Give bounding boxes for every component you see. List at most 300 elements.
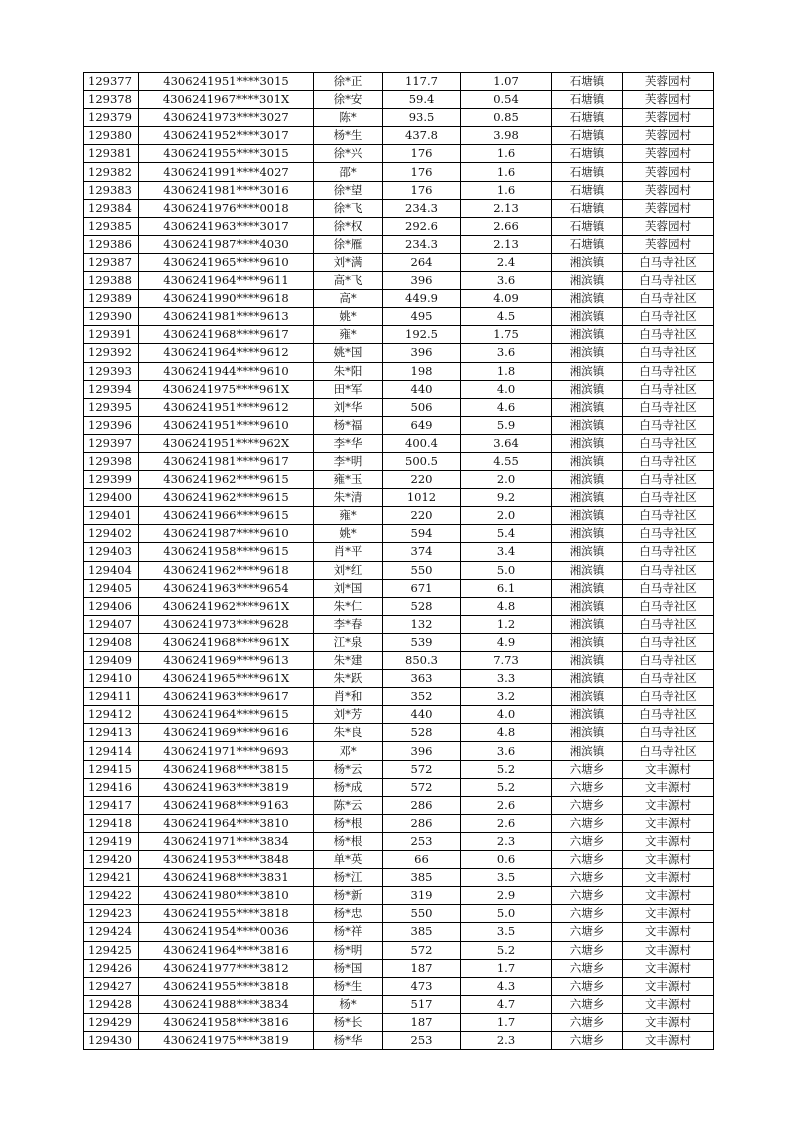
area-cell: 2.6: [461, 814, 552, 832]
village-cell: 白马寺社区: [623, 543, 714, 561]
township-cell: 六塘乡: [552, 1013, 623, 1031]
township-cell: 湘滨镇: [552, 272, 623, 290]
township-cell: 六塘乡: [552, 887, 623, 905]
area-cell: 2.66: [461, 217, 552, 235]
amount-cell: 176: [383, 145, 461, 163]
row-number-cell: 129421: [84, 869, 139, 887]
amount-cell: 396: [383, 344, 461, 362]
area-cell: 3.2: [461, 688, 552, 706]
row-number-cell: 129401: [84, 507, 139, 525]
township-cell: 六塘乡: [552, 796, 623, 814]
township-cell: 六塘乡: [552, 851, 623, 869]
area-cell: 3.64: [461, 434, 552, 452]
area-cell: 3.5: [461, 869, 552, 887]
amount-cell: 286: [383, 814, 461, 832]
amount-cell: 449.9: [383, 290, 461, 308]
village-cell: 白马寺社区: [623, 525, 714, 543]
township-cell: 湘滨镇: [552, 507, 623, 525]
name-cell: 邵*: [314, 163, 383, 181]
row-number-cell: 129393: [84, 362, 139, 380]
area-cell: 4.09: [461, 290, 552, 308]
township-cell: 石塘镇: [552, 217, 623, 235]
village-cell: 文丰源村: [623, 905, 714, 923]
id-number-cell: 4306241965****961X: [139, 670, 314, 688]
id-number-cell: 4306241981****9617: [139, 452, 314, 470]
area-cell: 1.07: [461, 73, 552, 91]
table-row: [84, 145, 714, 163]
township-cell: 六塘乡: [552, 778, 623, 796]
township-cell: 湘滨镇: [552, 434, 623, 452]
id-number-cell: 4306241969****9616: [139, 724, 314, 742]
table-row: [84, 163, 714, 181]
township-cell: 六塘乡: [552, 995, 623, 1013]
area-cell: 1.75: [461, 326, 552, 344]
table-body: [84, 73, 714, 1050]
id-number-cell: 4306241958****3816: [139, 1013, 314, 1031]
row-number-cell: 129390: [84, 308, 139, 326]
township-cell: 湘滨镇: [552, 253, 623, 271]
row-number-cell: 129410: [84, 670, 139, 688]
table-row: [84, 253, 714, 271]
table-row: [84, 362, 714, 380]
village-cell: 芙蓉园村: [623, 181, 714, 199]
amount-cell: 437.8: [383, 127, 461, 145]
township-cell: 湘滨镇: [552, 742, 623, 760]
id-number-cell: 4306241973****9628: [139, 615, 314, 633]
name-cell: 高*: [314, 290, 383, 308]
name-cell: 李*春: [314, 615, 383, 633]
amount-cell: 850.3: [383, 652, 461, 670]
id-number-cell: 4306241987****4030: [139, 235, 314, 253]
village-cell: 芙蓉园村: [623, 235, 714, 253]
area-cell: 4.6: [461, 398, 552, 416]
village-cell: 白马寺社区: [623, 452, 714, 470]
id-number-cell: 4306241951****3015: [139, 73, 314, 91]
amount-cell: 572: [383, 941, 461, 959]
area-cell: 1.6: [461, 181, 552, 199]
table-row: [84, 905, 714, 923]
amount-cell: 495: [383, 308, 461, 326]
name-cell: 徐*飞: [314, 199, 383, 217]
village-cell: 白马寺社区: [623, 561, 714, 579]
township-cell: 湘滨镇: [552, 688, 623, 706]
name-cell: 刘*芳: [314, 706, 383, 724]
amount-cell: 400.4: [383, 434, 461, 452]
amount-cell: 385: [383, 869, 461, 887]
amount-cell: 220: [383, 471, 461, 489]
name-cell: 刘*红: [314, 561, 383, 579]
id-number-cell: 4306241963****3017: [139, 217, 314, 235]
row-number-cell: 129398: [84, 452, 139, 470]
township-cell: 石塘镇: [552, 235, 623, 253]
name-cell: 刘*华: [314, 398, 383, 416]
village-cell: 白马寺社区: [623, 652, 714, 670]
village-cell: 芙蓉园村: [623, 73, 714, 91]
name-cell: 单*英: [314, 851, 383, 869]
row-number-cell: 129387: [84, 253, 139, 271]
area-cell: 2.13: [461, 235, 552, 253]
id-number-cell: 4306241962****9618: [139, 561, 314, 579]
area-cell: 5.0: [461, 905, 552, 923]
id-number-cell: 4306241955****3015: [139, 145, 314, 163]
id-number-cell: 4306241968****3831: [139, 869, 314, 887]
row-number-cell: 129397: [84, 434, 139, 452]
area-cell: 1.7: [461, 959, 552, 977]
village-cell: 白马寺社区: [623, 507, 714, 525]
table-row: [84, 995, 714, 1013]
id-number-cell: 4306241951****9610: [139, 416, 314, 434]
area-cell: 5.2: [461, 778, 552, 796]
amount-cell: 550: [383, 905, 461, 923]
amount-cell: 517: [383, 995, 461, 1013]
id-number-cell: 4306241958****9615: [139, 543, 314, 561]
id-number-cell: 4306241976****0018: [139, 199, 314, 217]
area-cell: 4.8: [461, 597, 552, 615]
row-number-cell: 129384: [84, 199, 139, 217]
name-cell: 杨*云: [314, 760, 383, 778]
table-row: [84, 633, 714, 651]
id-number-cell: 4306241971****3834: [139, 832, 314, 850]
row-number-cell: 129422: [84, 887, 139, 905]
village-cell: 文丰源村: [623, 995, 714, 1013]
row-number-cell: 129379: [84, 109, 139, 127]
table-row: [84, 742, 714, 760]
id-number-cell: 4306241955****3818: [139, 905, 314, 923]
id-number-cell: 4306241988****3834: [139, 995, 314, 1013]
area-cell: 3.4: [461, 543, 552, 561]
area-cell: 5.4: [461, 525, 552, 543]
name-cell: 江*泉: [314, 633, 383, 651]
name-cell: 刘*满: [314, 253, 383, 271]
name-cell: 杨*: [314, 995, 383, 1013]
table-row: [84, 73, 714, 91]
village-cell: 白马寺社区: [623, 344, 714, 362]
village-cell: 白马寺社区: [623, 434, 714, 452]
area-cell: 5.2: [461, 760, 552, 778]
row-number-cell: 129378: [84, 91, 139, 109]
id-number-cell: 4306241973****3027: [139, 109, 314, 127]
row-number-cell: 129380: [84, 127, 139, 145]
area-cell: 2.3: [461, 1031, 552, 1049]
village-cell: 白马寺社区: [623, 308, 714, 326]
name-cell: 杨*根: [314, 814, 383, 832]
name-cell: 雍*: [314, 507, 383, 525]
row-number-cell: 129400: [84, 489, 139, 507]
name-cell: 高*飞: [314, 272, 383, 290]
area-cell: 3.5: [461, 923, 552, 941]
area-cell: 2.13: [461, 199, 552, 217]
village-cell: 白马寺社区: [623, 398, 714, 416]
name-cell: 杨*国: [314, 959, 383, 977]
amount-cell: 66: [383, 851, 461, 869]
row-number-cell: 129427: [84, 977, 139, 995]
table-row: [84, 471, 714, 489]
table-row: [84, 308, 714, 326]
village-cell: 文丰源村: [623, 941, 714, 959]
area-cell: 1.2: [461, 615, 552, 633]
area-cell: 2.0: [461, 507, 552, 525]
table-row: [84, 887, 714, 905]
area-cell: 5.0: [461, 561, 552, 579]
table-row: [84, 670, 714, 688]
id-number-cell: 4306241981****9613: [139, 308, 314, 326]
area-cell: 4.55: [461, 452, 552, 470]
name-cell: 杨*生: [314, 977, 383, 995]
amount-cell: 253: [383, 832, 461, 850]
township-cell: 湘滨镇: [552, 489, 623, 507]
id-number-cell: 4306241968****9163: [139, 796, 314, 814]
area-cell: 2.3: [461, 832, 552, 850]
amount-cell: 352: [383, 688, 461, 706]
township-cell: 六塘乡: [552, 977, 623, 995]
row-number-cell: 129411: [84, 688, 139, 706]
id-number-cell: 4306241951****962X: [139, 434, 314, 452]
amount-cell: 176: [383, 163, 461, 181]
name-cell: 杨*明: [314, 941, 383, 959]
name-cell: 徐*安: [314, 91, 383, 109]
area-cell: 7.73: [461, 652, 552, 670]
id-number-cell: 4306241953****3848: [139, 851, 314, 869]
id-number-cell: 4306241975****3819: [139, 1031, 314, 1049]
area-cell: 9.2: [461, 489, 552, 507]
table-row: [84, 941, 714, 959]
row-number-cell: 129382: [84, 163, 139, 181]
table-row: [84, 543, 714, 561]
village-cell: 文丰源村: [623, 832, 714, 850]
table-row: [84, 724, 714, 742]
name-cell: 徐*雁: [314, 235, 383, 253]
row-number-cell: 129383: [84, 181, 139, 199]
township-cell: 湘滨镇: [552, 398, 623, 416]
table-row: [84, 615, 714, 633]
id-number-cell: 4306241987****9610: [139, 525, 314, 543]
area-cell: 3.6: [461, 344, 552, 362]
village-cell: 文丰源村: [623, 760, 714, 778]
id-number-cell: 4306241951****9612: [139, 398, 314, 416]
township-cell: 石塘镇: [552, 199, 623, 217]
name-cell: 杨*江: [314, 869, 383, 887]
village-cell: 白马寺社区: [623, 579, 714, 597]
name-cell: 朱*清: [314, 489, 383, 507]
table-row: [84, 869, 714, 887]
row-number-cell: 129392: [84, 344, 139, 362]
id-number-cell: 4306241964****3816: [139, 941, 314, 959]
id-number-cell: 4306241944****9610: [139, 362, 314, 380]
row-number-cell: 129389: [84, 290, 139, 308]
name-cell: 田*军: [314, 380, 383, 398]
table-row: [84, 561, 714, 579]
village-cell: 白马寺社区: [623, 615, 714, 633]
village-cell: 白马寺社区: [623, 326, 714, 344]
id-number-cell: 4306241964****9611: [139, 272, 314, 290]
township-cell: 石塘镇: [552, 109, 623, 127]
village-cell: 白马寺社区: [623, 253, 714, 271]
village-cell: 白马寺社区: [623, 742, 714, 760]
id-number-cell: 4306241965****9610: [139, 253, 314, 271]
name-cell: 杨*新: [314, 887, 383, 905]
name-cell: 徐*正: [314, 73, 383, 91]
township-cell: 湘滨镇: [552, 706, 623, 724]
id-number-cell: 4306241954****0036: [139, 923, 314, 941]
id-number-cell: 4306241963****3819: [139, 778, 314, 796]
area-cell: 4.0: [461, 380, 552, 398]
area-cell: 0.54: [461, 91, 552, 109]
area-cell: 4.8: [461, 724, 552, 742]
area-cell: 4.0: [461, 706, 552, 724]
village-cell: 芙蓉园村: [623, 217, 714, 235]
amount-cell: 192.5: [383, 326, 461, 344]
area-cell: 5.2: [461, 941, 552, 959]
name-cell: 杨*生: [314, 127, 383, 145]
amount-cell: 528: [383, 724, 461, 742]
amount-cell: 671: [383, 579, 461, 597]
amount-cell: 253: [383, 1031, 461, 1049]
amount-cell: 363: [383, 670, 461, 688]
id-number-cell: 4306241964****3810: [139, 814, 314, 832]
township-cell: 六塘乡: [552, 1031, 623, 1049]
id-number-cell: 4306241969****9613: [139, 652, 314, 670]
name-cell: 徐*兴: [314, 145, 383, 163]
id-number-cell: 4306241962****961X: [139, 597, 314, 615]
village-cell: 白马寺社区: [623, 362, 714, 380]
name-cell: 邓*: [314, 742, 383, 760]
id-number-cell: 4306241952****3017: [139, 127, 314, 145]
table-row: [84, 109, 714, 127]
village-cell: 白马寺社区: [623, 670, 714, 688]
table-row: [84, 217, 714, 235]
village-cell: 白马寺社区: [623, 688, 714, 706]
township-cell: 湘滨镇: [552, 561, 623, 579]
name-cell: 雍*: [314, 326, 383, 344]
township-cell: 湘滨镇: [552, 615, 623, 633]
name-cell: 徐*望: [314, 181, 383, 199]
township-cell: 湘滨镇: [552, 290, 623, 308]
id-number-cell: 4306241968****9617: [139, 326, 314, 344]
township-cell: 湘滨镇: [552, 471, 623, 489]
village-cell: 芙蓉园村: [623, 145, 714, 163]
table-row: [84, 452, 714, 470]
table-row: [84, 923, 714, 941]
amount-cell: 117.7: [383, 73, 461, 91]
name-cell: 朱*仁: [314, 597, 383, 615]
id-number-cell: 4306241964****9612: [139, 344, 314, 362]
amount-cell: 473: [383, 977, 461, 995]
amount-cell: 264: [383, 253, 461, 271]
area-cell: 3.6: [461, 272, 552, 290]
row-number-cell: 129417: [84, 796, 139, 814]
village-cell: 文丰源村: [623, 959, 714, 977]
village-cell: 文丰源村: [623, 977, 714, 995]
row-number-cell: 129429: [84, 1013, 139, 1031]
amount-cell: 396: [383, 742, 461, 760]
name-cell: 杨*祥: [314, 923, 383, 941]
township-cell: 六塘乡: [552, 760, 623, 778]
table-row: [84, 814, 714, 832]
amount-cell: 187: [383, 959, 461, 977]
amount-cell: 440: [383, 706, 461, 724]
row-number-cell: 129409: [84, 652, 139, 670]
township-cell: 六塘乡: [552, 869, 623, 887]
row-number-cell: 129403: [84, 543, 139, 561]
name-cell: 朱*阳: [314, 362, 383, 380]
name-cell: 刘*国: [314, 579, 383, 597]
amount-cell: 572: [383, 760, 461, 778]
name-cell: 肖*和: [314, 688, 383, 706]
amount-cell: 234.3: [383, 235, 461, 253]
village-cell: 文丰源村: [623, 887, 714, 905]
township-cell: 湘滨镇: [552, 597, 623, 615]
name-cell: 杨*根: [314, 832, 383, 850]
amount-cell: 234.3: [383, 199, 461, 217]
village-cell: 白马寺社区: [623, 597, 714, 615]
row-number-cell: 129391: [84, 326, 139, 344]
table-row: [84, 235, 714, 253]
id-number-cell: 4306241962****9615: [139, 489, 314, 507]
name-cell: 李*华: [314, 434, 383, 452]
amount-cell: 528: [383, 597, 461, 615]
township-cell: 六塘乡: [552, 941, 623, 959]
village-cell: 白马寺社区: [623, 471, 714, 489]
amount-cell: 1012: [383, 489, 461, 507]
id-number-cell: 4306241971****9693: [139, 742, 314, 760]
township-cell: 湘滨镇: [552, 326, 623, 344]
township-cell: 湘滨镇: [552, 633, 623, 651]
table-row: [84, 977, 714, 995]
amount-cell: 440: [383, 380, 461, 398]
table-row: [84, 688, 714, 706]
id-number-cell: 4306241968****961X: [139, 633, 314, 651]
amount-cell: 319: [383, 887, 461, 905]
village-cell: 白马寺社区: [623, 380, 714, 398]
id-number-cell: 4306241962****9615: [139, 471, 314, 489]
row-number-cell: 129414: [84, 742, 139, 760]
table-row: [84, 1031, 714, 1049]
table-row: [84, 796, 714, 814]
amount-cell: 286: [383, 796, 461, 814]
table-row: [84, 706, 714, 724]
name-cell: 朱*建: [314, 652, 383, 670]
amount-cell: 176: [383, 181, 461, 199]
name-cell: 陈*: [314, 109, 383, 127]
row-number-cell: 129425: [84, 941, 139, 959]
township-cell: 六塘乡: [552, 923, 623, 941]
area-cell: 0.85: [461, 109, 552, 127]
id-number-cell: 4306241967****301X: [139, 91, 314, 109]
row-number-cell: 129408: [84, 633, 139, 651]
data-table: [83, 72, 714, 1050]
township-cell: 石塘镇: [552, 127, 623, 145]
amount-cell: 649: [383, 416, 461, 434]
table-row: [84, 416, 714, 434]
table-row: [84, 326, 714, 344]
township-cell: 湘滨镇: [552, 652, 623, 670]
row-number-cell: 129419: [84, 832, 139, 850]
amount-cell: 59.4: [383, 91, 461, 109]
row-number-cell: 129424: [84, 923, 139, 941]
row-number-cell: 129388: [84, 272, 139, 290]
area-cell: 6.1: [461, 579, 552, 597]
village-cell: 文丰源村: [623, 1031, 714, 1049]
table-row: [84, 380, 714, 398]
table-row: [84, 489, 714, 507]
id-number-cell: 4306241981****3016: [139, 181, 314, 199]
area-cell: 2.9: [461, 887, 552, 905]
name-cell: 姚*: [314, 525, 383, 543]
village-cell: 白马寺社区: [623, 633, 714, 651]
area-cell: 3.6: [461, 742, 552, 760]
row-number-cell: 129404: [84, 561, 139, 579]
area-cell: 4.3: [461, 977, 552, 995]
